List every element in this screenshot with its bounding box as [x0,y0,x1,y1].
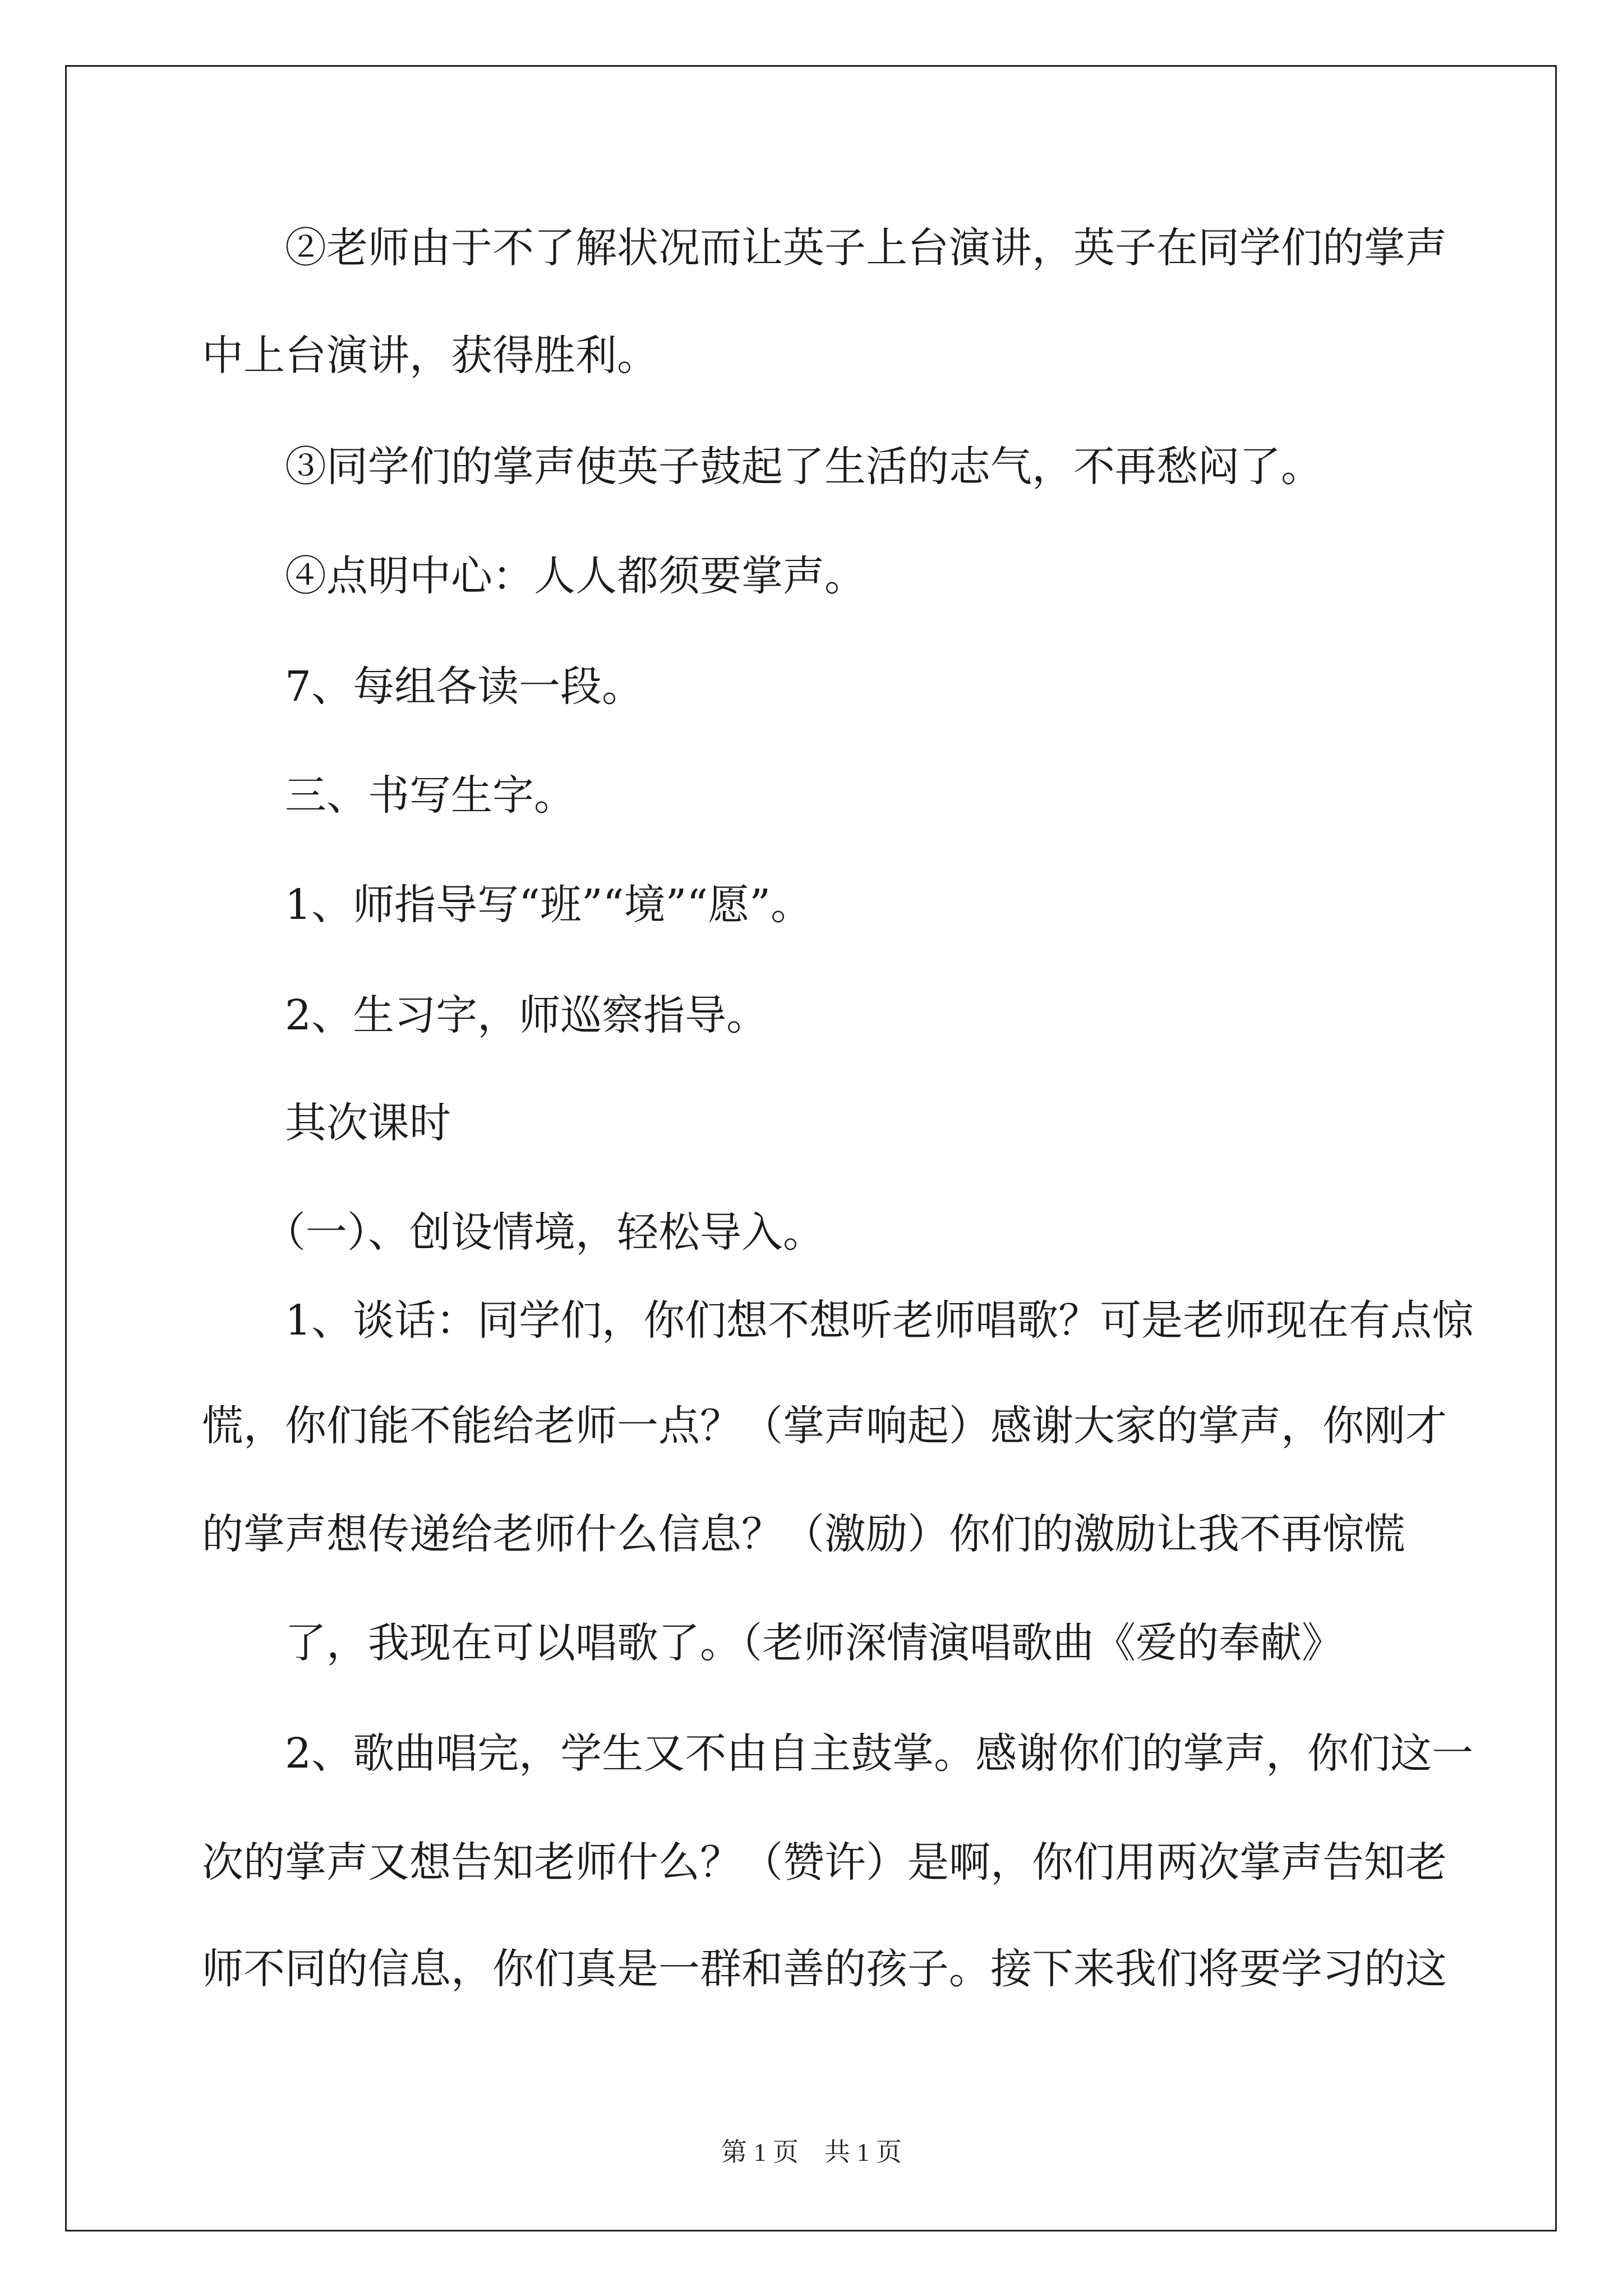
text-line: （一）、创设情境，轻松导入。 [202,1208,824,1257]
text-line: 的掌声想传递给老师什么信息？（激励）你们的激励让我不再惊慌 [202,1510,1405,1558]
text-line: ②老师由于不了解状况而让英子上台演讲，英子在同学们的掌声 [202,224,1447,272]
text-line: 师不同的信息，你们真是一群和善的孩子。接下来我们将要学习的这 [202,1945,1447,1993]
text-line: 慌，你们能不能给老师一点？（掌声响起）感谢大家的掌声，你刚才 [202,1402,1447,1450]
text-line: 2、生习字，师巡察指导。 [202,991,768,1039]
text-line: 三、书写生字。 [202,771,575,820]
text-line: 1、师指导写“班”“境”“愿”。 [202,881,813,929]
text-line: 7、每组各读一段。 [202,662,644,711]
text-line: 其次课时 [202,1099,451,1147]
text-line: 1、谈话：同学们，你们想不想听老师唱歌？可是老师现在有点惊 [202,1296,1474,1345]
page-footer: 第 1 页 共 1 页 [721,2138,902,2166]
text-line: ③同学们的掌声使英子鼓起了生活的志气，不再愁闷了。 [202,443,1322,491]
text-line: 2、歌曲唱完，学生又不由自主鼓掌。感谢你们的掌声，你们这一 [202,1729,1474,1778]
text-line: 次的掌声又想告知老师什么？（赞许）是啊，你们用两次掌声告知老 [202,1838,1447,1887]
text-line: 了，我现在可以唱歌了。（老师深情演唱歌曲《爱的奉献》 [202,1619,1343,1667]
page-border [65,65,1557,2231]
text-line: ④点明中心：人人都须要掌声。 [202,552,866,600]
text-line: 中上台演讲，获得胜利。 [202,332,658,380]
